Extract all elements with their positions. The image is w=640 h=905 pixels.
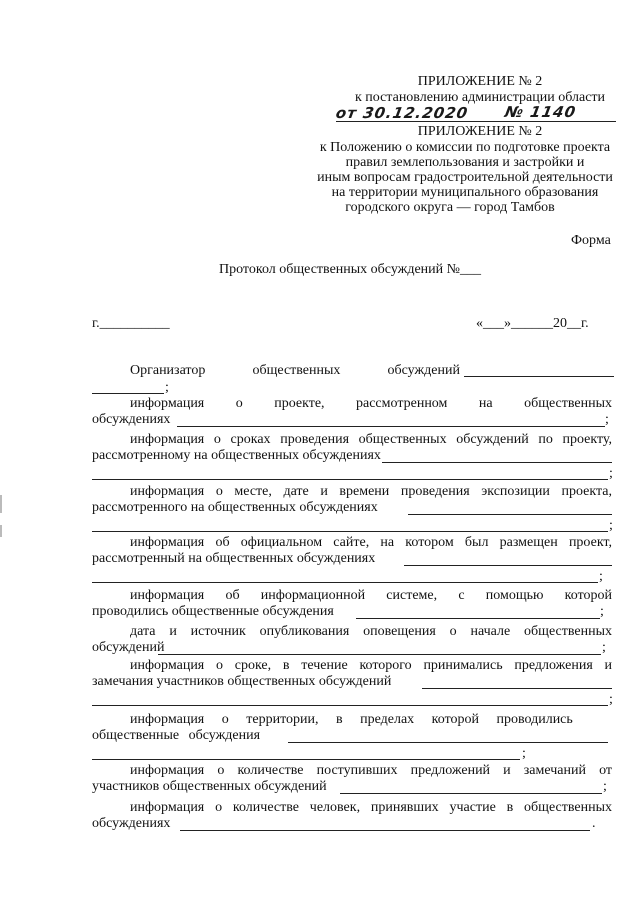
period: . xyxy=(592,816,596,831)
website-line: рассмотренный на общественных обсуждениях xyxy=(92,551,376,566)
notice-line: дата и источник опубликования оповещения о начале общественных xyxy=(130,624,612,639)
website-line: информация об официальном сайте, на котором был размещен проект, xyxy=(130,535,612,550)
resolution-line: к постановлению администрации области xyxy=(354,90,606,105)
regulation-line: иным вопросам градостроительной деятельности xyxy=(317,170,613,185)
project-info-line: обсуждениях xyxy=(92,412,171,427)
proposals-count-line: информация о количестве поступивших предложений и замечаний от xyxy=(130,763,612,778)
blank-line xyxy=(180,830,590,831)
semicolon: ; xyxy=(605,412,609,427)
blank-line xyxy=(404,565,612,566)
people-count-line: информация о количестве человек, принявших участие в общественных xyxy=(130,800,612,815)
proposals-term-line: замечания участников общественных обсуждений xyxy=(92,674,392,689)
blank-line xyxy=(92,582,598,583)
protocol-title: Протокол общественных обсуждений №___ xyxy=(219,262,481,277)
territory-line: общественные обсуждения xyxy=(92,728,261,743)
blank-line xyxy=(92,705,608,706)
regulation-line: на территории муниципального образования xyxy=(331,185,599,200)
terms-line: информация о сроках проведения общественных обсуждений по проекту, xyxy=(130,432,612,447)
blank-line xyxy=(92,531,608,532)
scan-mark xyxy=(0,495,2,513)
regulation-line: городского округа — город Тамбов xyxy=(345,200,555,215)
form-label: Форма xyxy=(571,233,611,248)
semicolon: ; xyxy=(522,746,526,761)
semicolon: ; xyxy=(609,518,613,533)
date-underline xyxy=(336,121,616,122)
proposals-count-line: участников общественных обсуждений xyxy=(92,779,327,794)
appendix-title: ПРИЛОЖЕНИЕ № 2 xyxy=(417,74,543,89)
exposition-line: рассмотренного на общественных обсуждениях xyxy=(92,500,378,515)
handwritten-date: от 30.12.2020 xyxy=(334,104,470,122)
blank-line xyxy=(408,514,612,515)
place-field: г.__________ xyxy=(92,316,170,331)
notice-line: обсуждений xyxy=(92,640,165,655)
regulation-line: к Положению о комиссии по подготовке проекта xyxy=(319,140,611,155)
semicolon: ; xyxy=(600,604,604,619)
system-line: информация об информационной системе, с помощью которой xyxy=(130,588,612,603)
semicolon: ; xyxy=(609,692,613,707)
proposals-term-line: информация о сроке, в течение которого принимались предложения и xyxy=(130,658,612,673)
exposition-line: информация о месте, дате и времени проведения экспозиции проекта, xyxy=(130,484,612,499)
date-field: «___»______20__г. xyxy=(476,316,589,331)
blank-line xyxy=(92,759,520,760)
semicolon: ; xyxy=(602,640,606,655)
appendix-title-2: ПРИЛОЖЕНИЕ № 2 xyxy=(417,124,543,139)
blank-line xyxy=(356,618,600,619)
blank-line xyxy=(464,376,614,377)
territory-line: информация о территории, в пределах которой проводились xyxy=(130,712,573,727)
blank-line xyxy=(92,393,164,394)
semicolon: ; xyxy=(165,380,169,395)
organizer-label: Организатор общественных обсуждений xyxy=(130,363,460,378)
semicolon: ; xyxy=(599,569,603,584)
handwritten-number: № 1140 xyxy=(503,103,578,121)
terms-line: рассмотренному на общественных обсуждениях xyxy=(92,448,381,463)
scan-mark xyxy=(0,525,2,537)
project-info-line: информация о проекте, рассмотренном на общественных xyxy=(130,396,612,411)
blank-line xyxy=(288,742,608,743)
regulation-line: правил землепользования и застройки и xyxy=(345,155,585,170)
blank-line xyxy=(382,462,612,463)
blank-line xyxy=(177,426,605,427)
blank-line xyxy=(422,688,612,689)
semicolon: ; xyxy=(603,779,607,794)
people-count-line: обсуждениях xyxy=(92,816,171,831)
blank-line xyxy=(158,654,601,655)
semicolon: ; xyxy=(609,466,613,481)
blank-line xyxy=(340,793,602,794)
system-line: проводились общественные обсуждения xyxy=(92,604,334,619)
blank-line xyxy=(92,479,608,480)
